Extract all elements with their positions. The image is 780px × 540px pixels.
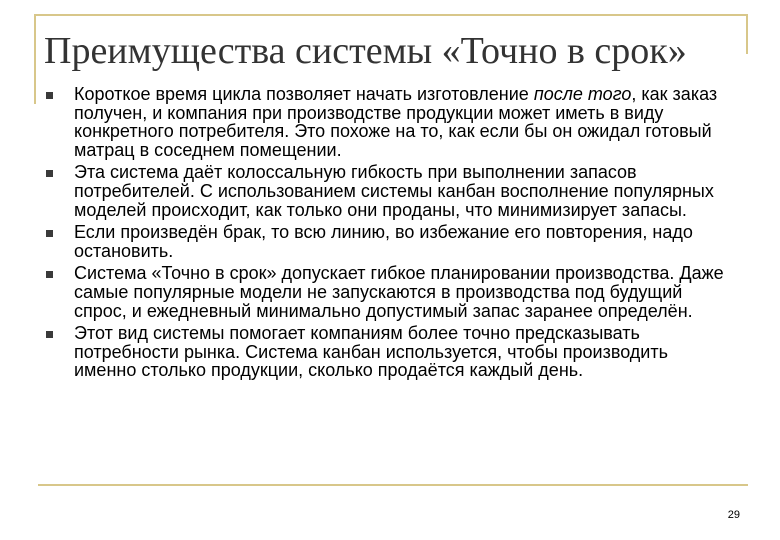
square-bullet-icon: [46, 170, 53, 177]
bullet-text: Эта система даёт колоссальную гибкость при выполнении запасов потребителей. С использованием системы канбан восполнение популярных моделей происходит, как только они проданы, что минимизирует запасы.: [74, 162, 714, 220]
bullet-item: [44, 264, 734, 320]
bullet-item: [44, 163, 734, 219]
frame-line-left: [34, 14, 36, 104]
bullet-text-part: Короткое время цикла позволяет начать изготовление: [74, 84, 534, 104]
square-bullet-icon: [46, 271, 53, 278]
square-bullet-icon: [46, 230, 53, 237]
bullet-item: [44, 85, 734, 159]
frame-line-top: [34, 14, 748, 16]
bullet-text: Если произведён брак, то всю линию, во избежание его повторения, надо остановить.: [74, 222, 693, 261]
slide-title: Преимущества системы «Точно в срок»: [44, 30, 687, 72]
bullet-item: [44, 324, 734, 380]
bullet-item: [44, 223, 734, 260]
bullet-text-part: , как заказ получен, и компания при производстве продукции может иметь в виду конкретного потребителя. Это похоже на то, как если бы он ожидал готовый матрац в соседнем помещении.: [74, 84, 718, 160]
bullet-text-emphasis: после того: [533, 84, 632, 104]
frame-line-right: [746, 14, 748, 54]
bullet-text: [74, 84, 717, 160]
square-bullet-icon: [46, 331, 53, 338]
bullet-list: [44, 85, 734, 384]
page-number: 29: [727, 509, 740, 521]
square-bullet-icon: [46, 92, 53, 99]
bullet-text: Система «Точно в срок» допускает гибкое планировании производства. Даже самые популярные модели не запускаются в производства под будущий спрос, и ежедневный минимально допустимый запас заранее определён.: [74, 263, 724, 321]
bullet-text: Этот вид системы помогает компаниям более точно предсказывать потребности рынка. Система канбан используется, чтобы производить именно столько продукции, сколько продаётся каждый день.: [74, 323, 668, 381]
frame-line-bottom: [38, 484, 748, 486]
